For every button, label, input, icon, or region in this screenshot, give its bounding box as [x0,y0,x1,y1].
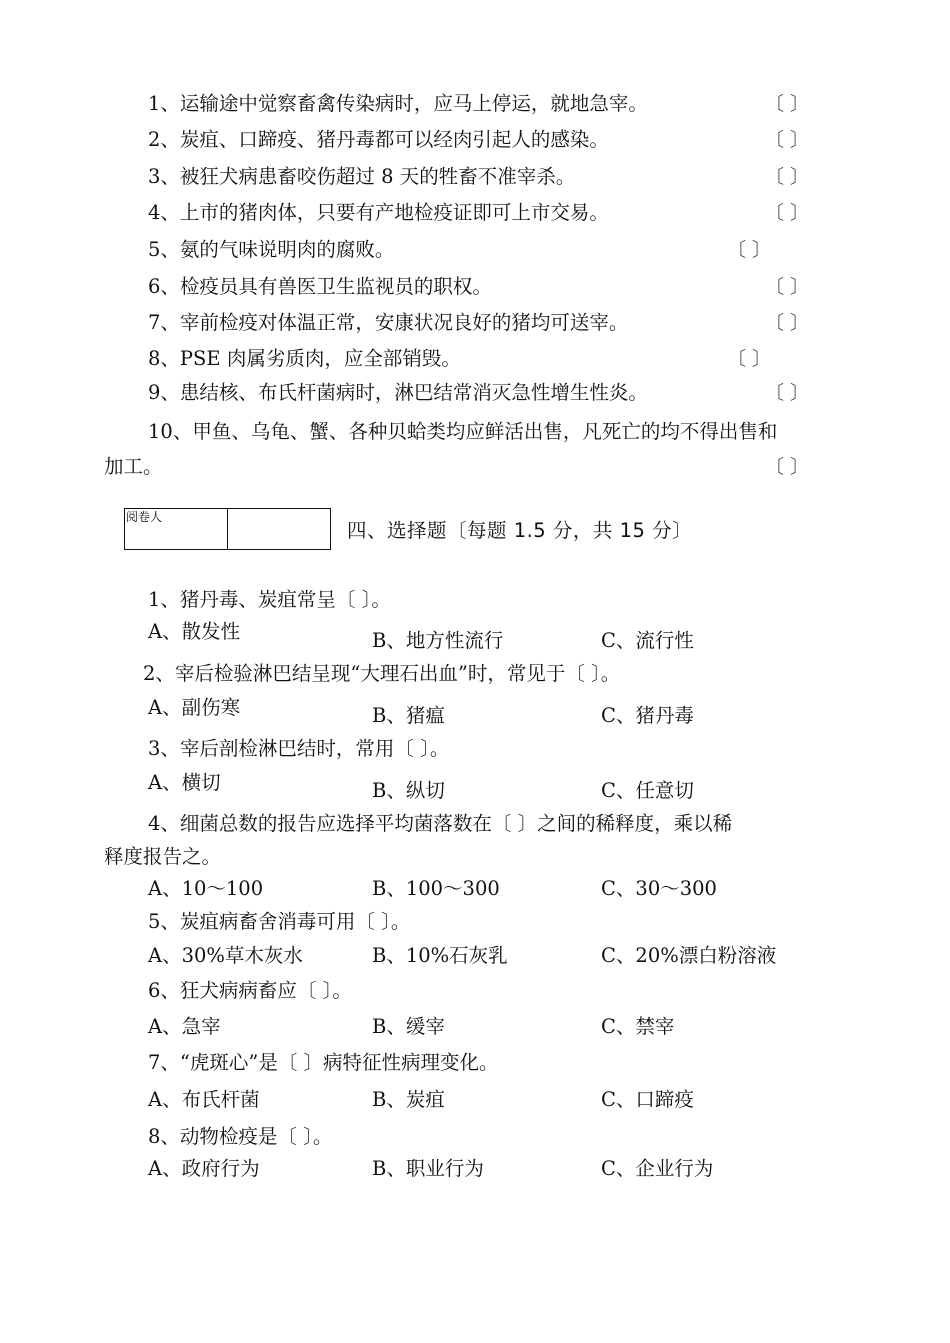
mc-question-8: 8、动物检疫是〔 〕。 [148,1125,333,1148]
mc-option-a[interactable]: A、政府行为 [148,1157,260,1180]
mc-question-2: 2、宰后检验淋巴结呈现“大理石出血”时，常见于〔 〕。 [143,662,621,685]
mc-question-3: 3、宰后剖检淋巴结时，常用〔 〕。 [148,737,450,760]
mc-option-c[interactable]: C、猪丹毒 [601,704,694,727]
mc-option-c[interactable]: C、30～300 [601,877,717,900]
answer-bracket[interactable]: 〔 〕 [765,202,810,224]
mc-option-b[interactable]: B、缓宰 [372,1015,445,1038]
tf-question-6: 6、检疫员具有兽医卫生监视员的职权。 [148,275,492,298]
mc-question-1: 1、猪丹毒、炭疽常呈〔 〕。 [148,588,391,611]
tf-question-7: 7、宰前检疫对体温正常，安康状况良好的猪均可送宰。 [148,311,629,334]
tf-question-3: 3、被狂犬病患畜咬伤超过 8 天的牲畜不准宰杀。 [148,165,576,188]
mc-option-a[interactable]: A、10～100 [148,877,264,900]
answer-bracket[interactable]: 〔 〕 [727,348,772,370]
answer-bracket[interactable]: 〔 〕 [765,129,810,151]
tf-question-10-cont: 加工。 [104,455,163,478]
answer-bracket[interactable]: 〔 〕 [765,312,810,334]
answer-bracket[interactable]: 〔 〕 [765,456,810,478]
mc-option-b[interactable]: B、猪瘟 [372,704,445,727]
mc-option-a[interactable]: A、布氏杆菌 [148,1088,260,1111]
mc-question-5: 5、炭疽病畜舍消毒可用〔 〕。 [148,910,411,933]
mc-option-b[interactable]: B、纵切 [372,779,445,802]
mc-option-c[interactable]: C、口蹄疫 [601,1088,694,1111]
answer-bracket[interactable]: 〔 〕 [727,239,772,261]
answer-bracket[interactable]: 〔 〕 [765,93,810,115]
tf-question-4: 4、上市的猪肉体，只要有产地检疫证即可上市交易。 [148,201,609,224]
mc-question-4-cont: 释度报告之。 [104,845,222,868]
answer-bracket[interactable]: 〔 〕 [765,382,810,404]
mc-option-c[interactable]: C、20%漂白粉溶液 [601,944,777,967]
tf-question-2: 2、炭疽、口蹄疫、猪丹毒都可以经肉引起人的感染。 [148,128,609,151]
mc-option-b[interactable]: B、100～300 [372,877,500,900]
mc-option-b[interactable]: B、10%石灰乳 [372,944,508,967]
grader-box [124,508,331,550]
mc-option-a[interactable]: A、横切 [148,771,221,794]
mc-option-c[interactable]: C、流行性 [601,629,694,652]
mc-option-c[interactable]: C、企业行为 [601,1157,714,1180]
mc-option-c[interactable]: C、禁宰 [601,1015,675,1038]
mc-option-a[interactable]: A、副伤寒 [148,696,241,719]
mc-option-c[interactable]: C、任意切 [601,779,694,802]
mc-question-4: 4、细菌总数的报告应选择平均菌落数在〔 〕之间的稀释度，乘以稀 [148,812,733,835]
mc-option-b[interactable]: B、炭疽 [372,1088,445,1111]
mc-question-6: 6、狂犬病病畜应〔 〕。 [148,979,352,1002]
tf-question-1: 1、运输途中觉察畜禽传染病时，应马上停运，就地急宰。 [148,92,648,115]
tf-question-10: 10、甲鱼、乌龟、蟹、各种贝蛤类均应鲜活出售，凡死亡的均不得出售和 [148,420,778,443]
mc-option-a[interactable]: A、散发性 [148,620,241,643]
section-title: 四、选择题〔每题 1.5 分，共 15 分〕 [347,519,693,542]
mc-option-b[interactable]: B、地方性流行 [372,629,504,652]
mc-option-a[interactable]: A、急宰 [148,1015,221,1038]
tf-question-5: 5、氨的气味说明肉的腐败。 [148,238,395,261]
grader-label: 阅卷人 [126,510,163,524]
tf-question-8: 8、PSE 肉属劣质肉，应全部销毁。 [148,347,461,370]
mc-question-7: 7、“虎斑心”是〔 〕病特征性病理变化。 [148,1051,499,1074]
mc-option-b[interactable]: B、职业行为 [372,1157,484,1180]
answer-bracket[interactable]: 〔 〕 [765,166,810,188]
grader-score-cell[interactable] [228,509,329,549]
mc-option-a[interactable]: A、30%草木灰水 [148,944,303,967]
answer-bracket[interactable]: 〔 〕 [765,276,810,298]
tf-question-9: 9、患结核、布氏杆菌病时，淋巴结常消灭急性增生性炎。 [148,381,648,404]
grader-label-cell [125,509,228,549]
